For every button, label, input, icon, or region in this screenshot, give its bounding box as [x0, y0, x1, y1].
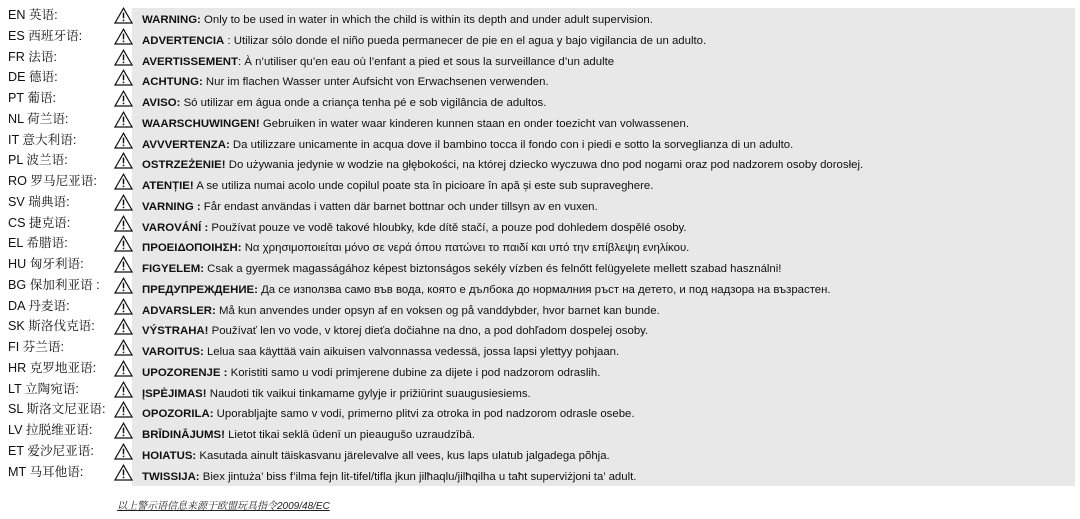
warning-text-row [142, 446, 1074, 467]
warning-text-row [142, 197, 1074, 218]
warning-body-text: Csak a gyermek magasságához képest biztonságos sekély vízben és felnőtt felügyelete mellett szabad használni! [204, 263, 782, 275]
warning-triangle-icon [114, 215, 133, 232]
language-label: DA 丹麦语: [8, 298, 70, 313]
warning-triangle-icon [114, 339, 133, 356]
warning-text-row [142, 280, 1074, 301]
warning-text-row [142, 425, 1074, 446]
warning-body-text: A se utiliza numai acolo unde copilul poate sta în picioare în apă și este sub supraveghere. [193, 180, 654, 192]
language-row [8, 213, 136, 234]
warning-body-text: Používať len vo vode, v ktorej dieťa dočiahne na dno, a pod dohľadom dospelej osoby. [208, 325, 649, 338]
language-row [8, 358, 136, 379]
warning-triangle-icon [114, 381, 133, 398]
warning-triangle-icon [114, 49, 133, 66]
language-label: NL 荷兰语: [8, 111, 69, 126]
warning-text-row [142, 31, 1074, 52]
warning-heading: UPOZORENJE : [142, 366, 228, 379]
warning-body-text: Να χρησιμοποιείται μόνο σε νερά όπου πατώνει το παιδί και υπό την επίβλεψη ενηλίκου. [241, 242, 690, 255]
language-label: HU 匈牙利语: [8, 257, 84, 271]
warning-triangle-icon [114, 464, 133, 481]
warning-triangle-icon [114, 69, 133, 86]
language-row [8, 171, 136, 192]
language-row [8, 88, 136, 109]
warning-text-row [142, 155, 1074, 176]
warning-text-row [142, 114, 1074, 135]
language-row [8, 5, 136, 26]
language-label: FI 芬兰语: [8, 340, 64, 354]
language-label: EL 希腊语: [8, 236, 68, 251]
language-label: MT 马耳他语: [8, 464, 84, 479]
warning-body-text: Biex jintuża’ biss f’ilma fejn lit-tifel/tifla jkun jilħaqlu/jilħqilha u taħt superviżjoni ta’ adult. [199, 470, 637, 483]
language-row [8, 26, 136, 47]
warning-heading: AVVVERTENZA: [142, 138, 230, 151]
warning-heading: VÝSTRAHA! [142, 325, 209, 338]
warning-triangle-icon [114, 7, 133, 24]
language-label: PT 葡语: [8, 91, 57, 105]
warning-triangle-icon [114, 152, 133, 169]
language-row [8, 275, 136, 296]
warning-heading: BRĪDINĀJUMS! [142, 429, 225, 441]
warning-text-column [142, 10, 1074, 487]
language-row [8, 150, 136, 171]
language-row [8, 296, 136, 317]
warning-text-row [142, 404, 1074, 425]
warning-text-row [142, 384, 1074, 405]
language-label: IT 意大利语: [8, 132, 77, 147]
language-row [8, 462, 136, 483]
warning-triangle-icon [114, 443, 133, 460]
warning-text-row [142, 218, 1074, 239]
language-row [8, 109, 136, 130]
warning-body-text: Používat pouze ve vodě takové hloubky, kde dítě stačí, a pouze pod dohledem dospělé osoby. [208, 221, 687, 234]
warning-body-text: Kasutada ainult täiskasvanu järelevalve all vees, kus laps ulatub jalgadega põhja. [196, 449, 610, 462]
language-label: PL 波兰语: [8, 153, 68, 168]
language-row [8, 337, 136, 358]
warning-body-text: Gebruiken in water waar kinderen kunnen staan en onder toezicht van volwassenen. [259, 117, 690, 130]
source-footnote: 以上警示语信息来源于欧盟玩具指令2009/48/EC [117, 501, 330, 512]
warning-text-row [142, 467, 1074, 488]
warning-body-text: : Utilizar sólo donde el niño pueda permanecer de pie en el agua y bajo vigilancia de un adulto. [224, 34, 707, 47]
warning-triangle-icon [114, 298, 133, 315]
warning-body-text: Да се използва само във вода, която е дълбока до нормалния ръст на детето, и под надзора на възрастен. [257, 283, 831, 296]
warning-heading: FIGYELEM: [142, 263, 205, 275]
warning-body-text: Uporabljajte samo v vodi, primerno plitvi za otroka in pod nadzorom odrasle osebe. [213, 408, 635, 421]
warning-body-text: Lietot tikai seklā ūdenī un pieaugušo uzraudzībā. [224, 429, 476, 441]
language-label: LV 拉脱维亚语: [8, 423, 93, 437]
warning-text-row [142, 10, 1074, 31]
language-row [8, 233, 136, 254]
language-label: SV 瑞典语: [8, 194, 70, 209]
warning-heading: AVERTISSEMENT [142, 55, 238, 68]
warning-text-row [142, 363, 1074, 384]
language-label: ES 西班牙语: [8, 28, 83, 43]
warning-heading: WAARSCHUWINGEN! [142, 117, 260, 130]
language-row [8, 379, 136, 400]
warning-triangle-icon [114, 194, 133, 211]
warning-text-row [142, 238, 1074, 259]
language-row [8, 192, 136, 213]
language-label: BG 保加利亚语 : [8, 277, 100, 292]
language-label-column [8, 5, 136, 482]
language-label: HR 克罗地亚语: [8, 360, 97, 375]
warning-heading: ĮSPĖJIMAS! [142, 387, 207, 400]
warning-triangle-icon [114, 173, 133, 190]
language-label: EN 英语: [8, 8, 58, 22]
language-row [8, 316, 136, 337]
warning-body-text: Naudoti tik vaikui tinkamame gylyje ir prižiūrint suaugusiesiems. [206, 387, 531, 400]
warning-triangle-icon [114, 28, 133, 45]
warning-body-text: Koristiti samo u vodi primjerene dubine za dijete i pod nadzorom odraslih. [227, 366, 601, 379]
language-label: DE 德语: [8, 70, 58, 85]
warning-heading: HOIATUS: [142, 449, 197, 462]
warning-text-row [142, 93, 1074, 114]
language-row [8, 47, 136, 68]
warning-triangle-icon [114, 401, 133, 418]
language-row [8, 67, 136, 88]
language-row [8, 420, 136, 441]
language-label: ET 爱沙尼亚语: [8, 443, 94, 458]
warning-triangle-icon [114, 422, 133, 439]
warning-heading: VAROVÁNÍ : [142, 221, 209, 234]
warning-text-row [142, 342, 1074, 363]
warning-body-text: Må kun anvendes under opsyn af en voksen og på vanddybder, hvor barnet kan bunde. [215, 304, 660, 317]
language-label: CS 捷克语: [8, 215, 71, 230]
warning-triangle-icon [114, 277, 133, 294]
warning-text-row [142, 72, 1074, 93]
language-label: SL 斯洛文尼亚语: [8, 402, 106, 417]
warning-heading: OSTRZEŻENIE! [142, 159, 226, 172]
warning-body-text: Da utilizzare unicamente in acqua dove il bambino tocca il fondo con i piedi e sotto la sorveglianza di un adulto. [229, 138, 794, 151]
warning-heading: ΠΡΟΕΙΔΟΠΟΙΗΣΗ: [142, 242, 242, 255]
warning-heading: ATENȚIE! [142, 180, 194, 192]
language-label: LT 立陶宛语: [8, 381, 79, 396]
warning-body-text: Nur im flachen Wasser unter Aufsicht von Erwachsenen verwenden. [202, 76, 549, 89]
warning-heading: ACHTUNG: [142, 76, 203, 89]
warning-triangle-icon [114, 256, 133, 273]
warning-triangle-icon [114, 235, 133, 252]
warning-text-row [142, 321, 1074, 342]
warning-triangle-icon [114, 318, 133, 335]
warning-body-text: Only to be used in water in which the child is within its depth and under adult supervision. [200, 14, 653, 26]
warning-body-text: : À n’utiliser qu’en eau où l’enfant a pied et sous la surveillance d’un adulte [238, 55, 615, 68]
warning-heading: ADVARSLER: [142, 304, 216, 317]
warning-body-text: Só utilizar em água onde a criança tenha pé e sob vigilância de adultos. [180, 97, 547, 109]
warning-text-row [142, 135, 1074, 156]
language-row [8, 399, 136, 420]
warning-heading: OPOZORILA: [142, 408, 214, 421]
warning-heading: ПРЕДУПРЕЖДЕНИЕ: [142, 283, 258, 296]
language-label: RO 罗马尼亚语: [8, 174, 97, 188]
warning-text-row [142, 259, 1074, 280]
warning-heading: AVISO: [142, 97, 181, 109]
language-row [8, 130, 136, 151]
warning-triangle-icon [114, 90, 133, 107]
warning-heading: VAROITUS: [142, 346, 204, 358]
warning-triangle-icon [114, 360, 133, 377]
warning-body-text: Do używania jedynie w wodzie na głębokości, na której dziecko wyczuwa dno pod nogami oraz pod nadzorem osoby dorosłej. [225, 159, 864, 172]
warning-body-text: Lelua saa käyttää vain aikuisen valvonnassa vedessä, jossa lapsi ylettyy pohjaan. [203, 346, 620, 358]
warning-heading: TWISSIJA: [142, 470, 200, 483]
warning-text-row [142, 52, 1074, 73]
warning-triangle-icon [114, 111, 133, 128]
warning-heading: WARNING: [142, 14, 201, 26]
warning-heading: ADVERTENCIA [142, 34, 225, 47]
warning-heading: VARNING : [142, 200, 201, 213]
warning-body-text: Får endast användas i vatten där barnet bottnar och under tillsyn av en vuxen. [200, 200, 598, 213]
warning-triangle-icon [114, 132, 133, 149]
language-row [8, 254, 136, 275]
language-label: FR 法语: [8, 49, 57, 64]
language-row [8, 441, 136, 462]
language-label: SK 斯洛伐克语: [8, 319, 95, 334]
warning-text-row [142, 301, 1074, 322]
warning-text-row [142, 176, 1074, 197]
